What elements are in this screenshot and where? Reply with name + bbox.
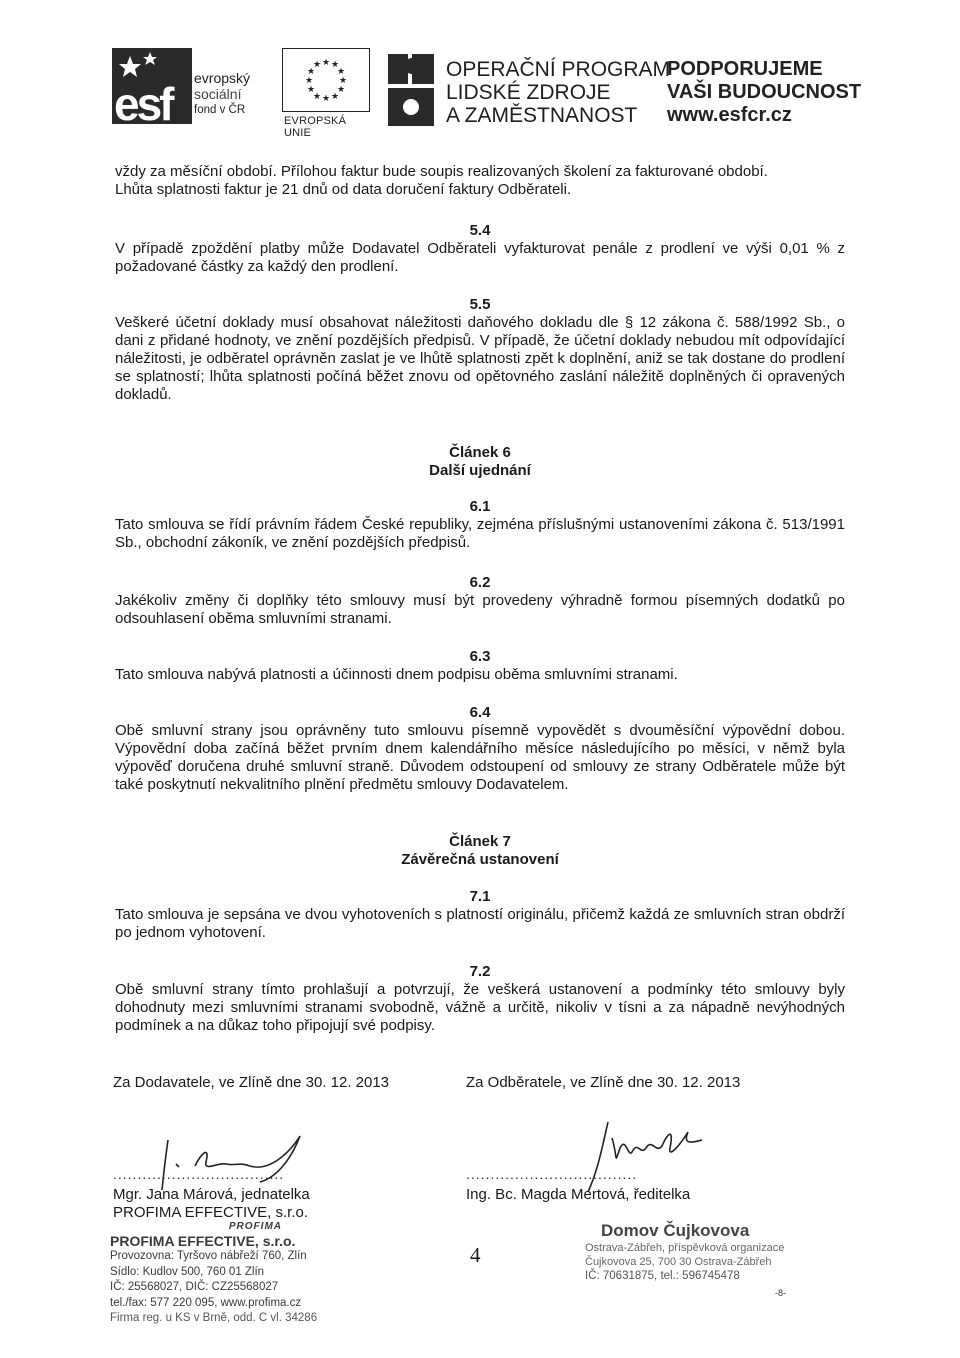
small-page-mark: -8-: [775, 1288, 786, 1298]
svg-text:★: ★: [336, 67, 346, 77]
article-6-subtitle: Další ujednání: [429, 462, 531, 479]
stamp-title: Domov Čujkovova: [601, 1221, 750, 1240]
supplier-signature-line: ...................................: [113, 1166, 285, 1182]
section-7-2-number: 7.2: [469, 963, 491, 980]
stamp-line-4: tel./fax: 577 220 095, www.profima.cz: [110, 1296, 302, 1309]
support-slogan: [667, 58, 861, 127]
svg-text:★: ★: [330, 60, 340, 70]
svg-text:esf: esf: [114, 78, 172, 124]
intro-line-1: vždy za měsíční období. Přílohou faktur bude soupis realizovaných školení za fakturované období.: [115, 163, 768, 180]
section-6-2-number: 6.2: [469, 574, 491, 591]
support-line1: PODPORUJEME: [667, 58, 823, 80]
supplier-stamp: [110, 1221, 360, 1327]
stamp-company: PROFIMA EFFECTIVE, s.r.o.: [110, 1233, 296, 1249]
section-6-3-text: Tato smlouva nabývá platnosti a účinnosti dnem podpisu oběma smluvními stranami.: [115, 666, 678, 683]
op-puzzle-icon: [386, 52, 438, 130]
customer-place-date: Za Odběratele, ve Zlíně dne 30. 12. 2013: [466, 1074, 741, 1091]
svg-text:★: ★: [338, 76, 348, 86]
eu-flag: [282, 48, 370, 112]
svg-text:★: ★: [312, 92, 322, 102]
stamp-line-1: Ostrava-Zábřeh, příspěvková organizace: [585, 1242, 785, 1254]
stamp-line-5: Firma reg. u KS v Brně, odd. C vl. 34286: [110, 1312, 318, 1324]
svg-text:★: ★: [321, 94, 331, 104]
supplier-signature-icon: [140, 1132, 310, 1192]
op-line2: LIDSKÉ ZDROJE: [446, 81, 611, 104]
page-number: 4: [470, 1243, 481, 1267]
op-line1: OPERAČNÍ PROGRAM: [446, 58, 671, 81]
stamp-line-1: Provozovna: Tyršovo nábřeží 760, Zlín: [110, 1250, 307, 1262]
intro-line-2: Lhůta splatnosti faktur je 21 dnů od data doručení faktury Odběrateli.: [115, 181, 572, 198]
section-7-1-number: 7.1: [469, 888, 491, 905]
supplier-company-name: PROFIMA EFFECTIVE, s.r.o.: [113, 1204, 309, 1221]
supplier-place-date: Za Dodavatele, ve Zlíně dne 30. 12. 2013: [113, 1074, 390, 1091]
eu-label: EVROPSKÁ UNIE: [284, 115, 347, 139]
stamp-line-2: Sídlo: Kudlov 500, 760 01 Zlín: [110, 1265, 265, 1278]
esf-logo: [112, 48, 362, 139]
section-6-1-text: Tato smlouva se řídí právním řádem České republiky, zejména příslušnými ustanoveními zákona č. 513/1991 Sb., obchodní zákoník, ve znění pozdějších předpisů.: [115, 516, 845, 551]
svg-text:★: ★: [306, 67, 316, 77]
op-line3: A ZAMĚSTNANOST: [446, 104, 638, 127]
customer-stamp: [585, 1221, 815, 1283]
intro-paragraph: [115, 163, 845, 199]
customer-signature-icon: [568, 1118, 708, 1194]
section-6-4-text: Obě smluvní strany jsou oprávněny tuto smlouvu písemně vypovědět s dvouměsíční výpovědní dobou. Výpovědní doba začíná běžet prvním dnem kalendářního měsíce následujícího po měsíci, v němž byla výpověď doručena druhé smluvní straně. Důvodem odstoupení od smlouvy ze strany Odběratele může být také poskytnutí nekvalitního plnění předmětu smlouvy Dodavatelem.: [115, 722, 845, 793]
section-6-1-number: 6.1: [469, 498, 491, 515]
section-5-4-number: 5.4: [469, 222, 491, 239]
section-5-4-text: V případě zpoždění platby může Dodavatel Odběrateli vyfakturovat penále z prodlení ve výši 0,01 % z požadované částky za každý den prodlení.: [115, 240, 845, 275]
svg-text:★: ★: [312, 60, 322, 70]
support-url: www.esfcr.cz: [667, 104, 792, 126]
stamp-line-3: IČ: 70631875, tel.: 596745478: [585, 1270, 740, 1282]
stamp-line-3: IČ: 25568027, DIČ: CZ25568027: [110, 1281, 279, 1293]
svg-text:★: ★: [306, 85, 316, 95]
stamp-line-2: Čujkovova 25, 700 30 Ostrava-Zábřeh: [585, 1256, 772, 1268]
section-5-5-number: 5.5: [469, 296, 491, 313]
op-title: [446, 58, 670, 127]
article-7-title: Článek 7: [449, 833, 511, 850]
article-6-title: Článek 6: [449, 444, 511, 461]
customer-signatory-name: Ing. Bc. Magda Mertová, ředitelka: [466, 1186, 691, 1203]
stamp-brand-logo: PROFIMA: [228, 1221, 282, 1232]
eu-stars-icon: [283, 49, 369, 111]
esf-line2: sociální: [194, 86, 242, 102]
svg-text:★: ★: [336, 85, 346, 95]
svg-text:★: ★: [304, 76, 314, 86]
svg-text:★: ★: [330, 92, 340, 102]
section-6-2-text: Jakékoliv změny či doplňky této smlouvy musí být provedeny výhradně formou písemných dodatků po odsouhlasení oběma smluvními stranami.: [115, 592, 845, 627]
esf-caption: [194, 70, 250, 118]
section-5-5-text: Veškeré účetní doklady musí obsahovat náležitosti daňového dokladu dle § 12 zákona č. 588/1992 Sb., o dani z přidané hodnoty, ve znění pozdějších předpisů. V případě, že účetní doklady nebudou mít odpovídající náležitosti, je odběratel oprávněn zaslat je ve lhůtě splatnosti zpět k doplnění, aniž se tak dostane do prodlení se splatností; lhůta splatnosti počíná běžet znovu od opětovného zaslání náležitě doplněných či opravených dokladů.: [115, 314, 845, 403]
section-7-1-text: Tato smlouva je sepsána ve dvou vyhotoveních s platností originálu, přičemž každá ze smluvních stran obdrží po jednom vyhotovení.: [115, 906, 845, 941]
esf-line3: fond v ČR: [194, 104, 246, 116]
supplier-signatory-name: Mgr. Jana Márová, jednatelka: [113, 1186, 310, 1203]
section-6-4-number: 6.4: [469, 704, 491, 721]
svg-text:★: ★: [321, 58, 331, 68]
esf-mark-icon: [112, 48, 192, 124]
section-6-3-number: 6.3: [469, 648, 491, 665]
esf-line1: evropský: [194, 70, 251, 86]
article-7-subtitle: Závěrečná ustanovení: [401, 851, 559, 868]
section-7-2-text: Obě smluvní strany tímto prohlašují a potvrzují, že veškerá ustanovení a podmínky této smlouvy byly dohodnuty mezi smluvními stranami svobodně, vážně a určitě, nikoliv v tísni a za nápadně nevýhodných podmínek a na důkaz toho připojují své podpisy.: [115, 981, 845, 1034]
customer-signature-line: ...................................: [466, 1166, 638, 1182]
support-line2: VAŠI BUDOUCNOST: [667, 81, 862, 103]
